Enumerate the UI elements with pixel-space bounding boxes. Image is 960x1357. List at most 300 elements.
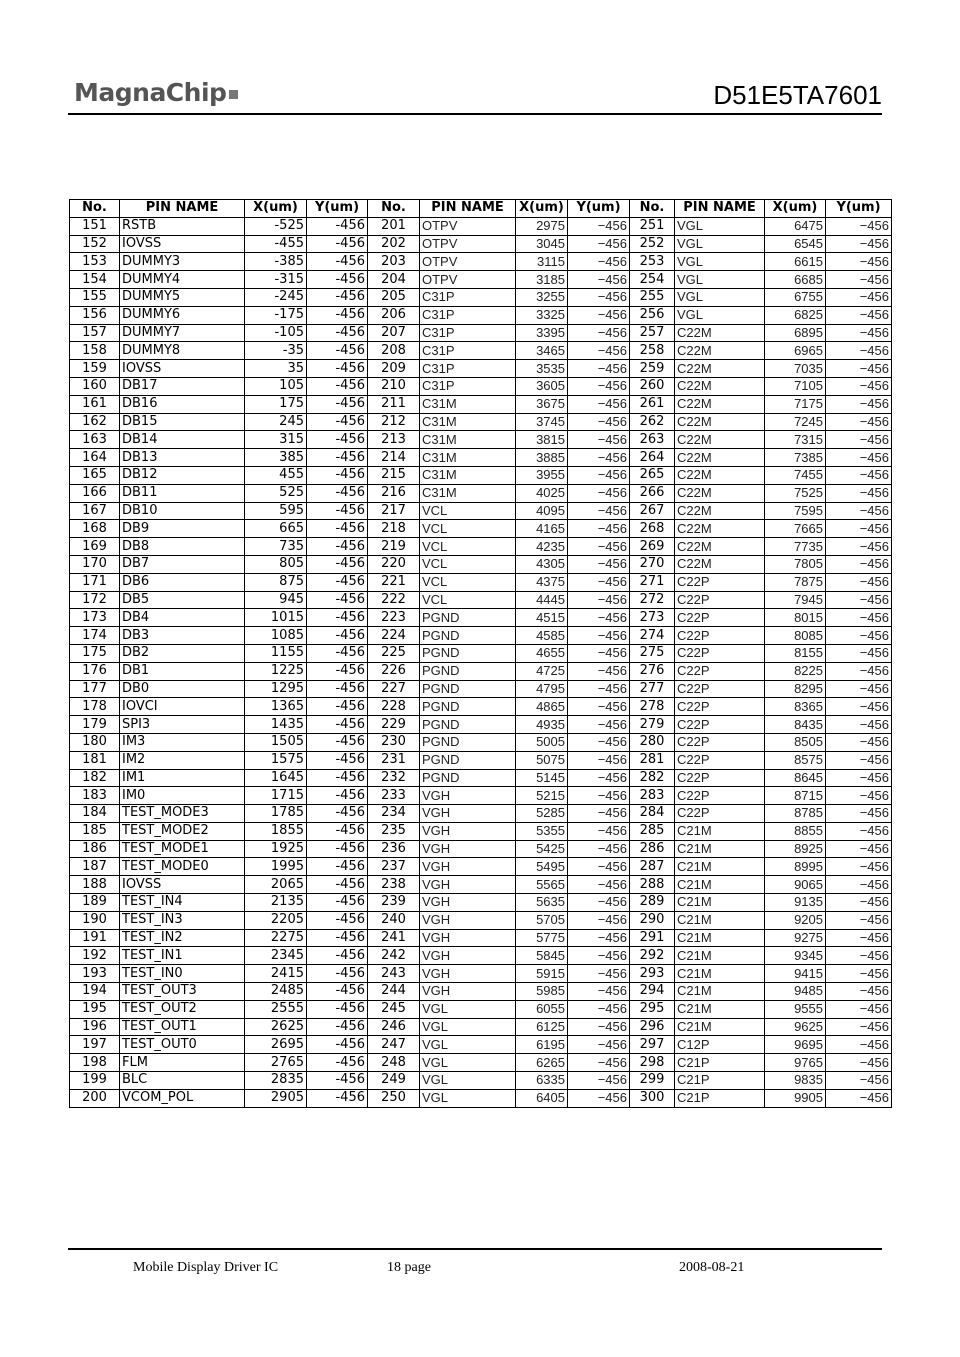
table-cell: 208 xyxy=(368,342,420,360)
table-cell: 2275 xyxy=(245,929,307,947)
table-cell: 245 xyxy=(245,413,307,431)
table-cell: 167 xyxy=(70,502,120,520)
table-cell: 181 xyxy=(70,751,120,769)
table-cell: 176 xyxy=(70,662,120,680)
table-cell: 105 xyxy=(245,377,307,395)
table-cell: 166 xyxy=(70,484,120,502)
table-cell: 152 xyxy=(70,235,120,253)
table-cell: -105 xyxy=(245,324,307,342)
table-cell: 204 xyxy=(368,271,420,289)
table-cell: 3745 xyxy=(516,413,568,431)
table-cell: -385 xyxy=(245,253,307,271)
table-cell: −456 xyxy=(568,929,630,947)
table-cell: 1715 xyxy=(245,787,307,805)
table-cell: 945 xyxy=(245,591,307,609)
table-cell: 268 xyxy=(630,520,675,538)
table-cell: 4865 xyxy=(516,698,568,716)
table-cell: 300 xyxy=(630,1089,675,1107)
table-cell: 3535 xyxy=(516,360,568,378)
table-cell: −456 xyxy=(568,271,630,289)
table-cell: 8505 xyxy=(765,733,826,751)
table-cell: 259 xyxy=(630,360,675,378)
table-cell: 385 xyxy=(245,449,307,467)
table-cell: −456 xyxy=(826,876,892,894)
table-cell: C12P xyxy=(675,1036,765,1054)
table-cell: 299 xyxy=(630,1072,675,1090)
table-cell: 192 xyxy=(70,947,120,965)
table-cell: TEST_IN2 xyxy=(120,929,245,947)
table-cell: VCL xyxy=(420,520,516,538)
table-cell: C21M xyxy=(675,822,765,840)
table-cell: PGND xyxy=(420,680,516,698)
table-cell: −456 xyxy=(568,983,630,1001)
table-cell: 242 xyxy=(368,947,420,965)
table-cell: -456 xyxy=(307,253,368,271)
table-cell: −456 xyxy=(826,466,892,484)
table-row xyxy=(70,1089,892,1107)
table-row xyxy=(70,733,892,751)
table-cell: 233 xyxy=(368,787,420,805)
table-cell: −456 xyxy=(568,911,630,929)
table-cell: C22M xyxy=(675,431,765,449)
table-cell: 5705 xyxy=(516,911,568,929)
table-cell: VGL xyxy=(420,1054,516,1072)
table-cell: -456 xyxy=(307,965,368,983)
table-cell: −456 xyxy=(826,840,892,858)
table-cell: VGL xyxy=(675,288,765,306)
table-cell: C21M xyxy=(675,876,765,894)
table-cell: -456 xyxy=(307,1054,368,1072)
table-cell: -456 xyxy=(307,395,368,413)
table-cell: 6545 xyxy=(765,235,826,253)
table-cell: VGL xyxy=(675,271,765,289)
table-cell: 165 xyxy=(70,466,120,484)
table-cell: -456 xyxy=(307,288,368,306)
table-cell: −456 xyxy=(568,680,630,698)
table-cell: SPI3 xyxy=(120,716,245,734)
table-cell: 6965 xyxy=(765,342,826,360)
table-cell: 1295 xyxy=(245,680,307,698)
table-cell: 265 xyxy=(630,466,675,484)
table-cell: 278 xyxy=(630,698,675,716)
table-cell: 8295 xyxy=(765,680,826,698)
table-cell: 7525 xyxy=(765,484,826,502)
table-cell: C22M xyxy=(675,413,765,431)
table-cell: C21M xyxy=(675,858,765,876)
table-cell: TEST_OUT2 xyxy=(120,1000,245,1018)
table-cell: TEST_OUT1 xyxy=(120,1018,245,1036)
table-cell: −456 xyxy=(826,235,892,253)
table-cell: C21M xyxy=(675,983,765,1001)
table-cell: 1995 xyxy=(245,858,307,876)
table-row xyxy=(70,627,892,645)
table-row xyxy=(70,1018,892,1036)
table-cell: 250 xyxy=(368,1089,420,1107)
table-cell: 3465 xyxy=(516,342,568,360)
table-cell: 264 xyxy=(630,449,675,467)
table-cell: −456 xyxy=(568,573,630,591)
table-cell: 292 xyxy=(630,947,675,965)
table-cell: C21P xyxy=(675,1089,765,1107)
table-cell: 2205 xyxy=(245,911,307,929)
table-cell: 4235 xyxy=(516,538,568,556)
table-cell: 1085 xyxy=(245,627,307,645)
table-cell: 212 xyxy=(368,413,420,431)
table-cell: 8715 xyxy=(765,787,826,805)
table-cell: VCL xyxy=(420,502,516,520)
table-cell: C21M xyxy=(675,965,765,983)
table-cell: −456 xyxy=(826,1000,892,1018)
table-cell: C21M xyxy=(675,894,765,912)
table-cell: -456 xyxy=(307,1000,368,1018)
table-row xyxy=(70,1036,892,1054)
table-cell: −456 xyxy=(568,876,630,894)
table-cell: 2625 xyxy=(245,1018,307,1036)
table-cell: DB0 xyxy=(120,680,245,698)
table-cell: 9485 xyxy=(765,983,826,1001)
table-cell: 7595 xyxy=(765,502,826,520)
table-cell: 7105 xyxy=(765,377,826,395)
table-cell: IOVCI xyxy=(120,698,245,716)
table-cell: 1225 xyxy=(245,662,307,680)
table-cell: −456 xyxy=(826,360,892,378)
table-row xyxy=(70,573,892,591)
table-cell: TEST_IN3 xyxy=(120,911,245,929)
table-cell: VGH xyxy=(420,876,516,894)
table-cell: OTPV xyxy=(420,253,516,271)
table-cell: -456 xyxy=(307,431,368,449)
table-cell: VCOM_POL xyxy=(120,1089,245,1107)
table-cell: C22M xyxy=(675,360,765,378)
table-cell: -456 xyxy=(307,627,368,645)
table-cell: 4725 xyxy=(516,662,568,680)
table-cell: C22P xyxy=(675,787,765,805)
table-cell: 189 xyxy=(70,894,120,912)
table-row xyxy=(70,449,892,467)
table-cell: −456 xyxy=(568,947,630,965)
table-cell: 35 xyxy=(245,360,307,378)
column-header: X(um) xyxy=(245,200,307,218)
table-cell: 2835 xyxy=(245,1072,307,1090)
table-cell: -456 xyxy=(307,769,368,787)
table-cell: 4445 xyxy=(516,591,568,609)
table-row xyxy=(70,965,892,983)
table-cell: 160 xyxy=(70,377,120,395)
table-cell: −456 xyxy=(826,395,892,413)
table-cell: C22M xyxy=(675,555,765,573)
table-cell: −456 xyxy=(826,609,892,627)
table-cell: VGL xyxy=(675,306,765,324)
table-cell: 5565 xyxy=(516,876,568,894)
table-cell: C21M xyxy=(675,1018,765,1036)
table-cell: C22P xyxy=(675,698,765,716)
table-cell: C22P xyxy=(675,733,765,751)
table-cell: 216 xyxy=(368,484,420,502)
table-cell: VCL xyxy=(420,573,516,591)
table-cell: −456 xyxy=(568,965,630,983)
table-cell: 805 xyxy=(245,555,307,573)
table-cell: 220 xyxy=(368,555,420,573)
table-cell: 3815 xyxy=(516,431,568,449)
table-cell: 315 xyxy=(245,431,307,449)
table-cell: 196 xyxy=(70,1018,120,1036)
table-cell: DB10 xyxy=(120,502,245,520)
table-cell: 272 xyxy=(630,591,675,609)
table-cell: 271 xyxy=(630,573,675,591)
table-cell: C22M xyxy=(675,342,765,360)
table-cell: −456 xyxy=(826,520,892,538)
table-cell: 171 xyxy=(70,573,120,591)
table-cell: −456 xyxy=(826,538,892,556)
footer-date: 2008-08-21 xyxy=(679,1260,745,1275)
table-cell: -35 xyxy=(245,342,307,360)
table-cell: 6615 xyxy=(765,253,826,271)
table-cell: −456 xyxy=(568,769,630,787)
table-cell: 209 xyxy=(368,360,420,378)
table-cell: 1435 xyxy=(245,716,307,734)
table-row xyxy=(70,395,892,413)
table-cell: C22P xyxy=(675,644,765,662)
table-row xyxy=(70,929,892,947)
table-cell: 296 xyxy=(630,1018,675,1036)
table-cell: VGH xyxy=(420,787,516,805)
table-cell: 174 xyxy=(70,627,120,645)
table-cell: 175 xyxy=(245,395,307,413)
table-cell: IM1 xyxy=(120,769,245,787)
table-cell: −456 xyxy=(826,894,892,912)
table-cell: −456 xyxy=(826,1018,892,1036)
table-cell: 290 xyxy=(630,911,675,929)
table-cell: 3255 xyxy=(516,288,568,306)
table-cell: -456 xyxy=(307,324,368,342)
table-cell: −456 xyxy=(826,627,892,645)
table-cell: 219 xyxy=(368,538,420,556)
table-cell: C22P xyxy=(675,591,765,609)
table-row xyxy=(70,769,892,787)
table-cell: 9065 xyxy=(765,876,826,894)
table-cell: C22P xyxy=(675,662,765,680)
table-cell: C22P xyxy=(675,751,765,769)
table-cell: C22P xyxy=(675,609,765,627)
table-row xyxy=(70,894,892,912)
table-cell: -456 xyxy=(307,644,368,662)
table-cell: −456 xyxy=(568,413,630,431)
table-cell: C31M xyxy=(420,449,516,467)
table-cell: C31P xyxy=(420,342,516,360)
table-cell: VGL xyxy=(420,1089,516,1107)
table-cell: 188 xyxy=(70,876,120,894)
table-row xyxy=(70,555,892,573)
table-cell: 3395 xyxy=(516,324,568,342)
table-cell: 235 xyxy=(368,822,420,840)
table-cell: DUMMY4 xyxy=(120,271,245,289)
table-cell: 162 xyxy=(70,413,120,431)
table-cell: −456 xyxy=(568,484,630,502)
table-cell: −456 xyxy=(826,1072,892,1090)
footer-page: 18 page xyxy=(387,1260,431,1275)
table-cell: −456 xyxy=(826,573,892,591)
table-cell: DB8 xyxy=(120,538,245,556)
table-cell: 8365 xyxy=(765,698,826,716)
table-cell: −456 xyxy=(568,395,630,413)
table-cell: 5985 xyxy=(516,983,568,1001)
table-cell: −456 xyxy=(826,858,892,876)
table-cell: 270 xyxy=(630,555,675,573)
table-cell: TEST_IN4 xyxy=(120,894,245,912)
table-cell: 8155 xyxy=(765,644,826,662)
table-cell: DB1 xyxy=(120,662,245,680)
table-cell: VGL xyxy=(420,1018,516,1036)
table-cell: 6755 xyxy=(765,288,826,306)
table-cell: −456 xyxy=(568,342,630,360)
table-cell: 244 xyxy=(368,983,420,1001)
table-body xyxy=(70,217,892,1107)
table-cell: −456 xyxy=(568,377,630,395)
table-cell: -525 xyxy=(245,217,307,235)
table-cell: 4935 xyxy=(516,716,568,734)
table-cell: 5355 xyxy=(516,822,568,840)
table-cell: 159 xyxy=(70,360,120,378)
column-header: No. xyxy=(70,200,120,218)
table-cell: 281 xyxy=(630,751,675,769)
table-cell: 6195 xyxy=(516,1036,568,1054)
table-cell: -456 xyxy=(307,662,368,680)
table-cell: 8015 xyxy=(765,609,826,627)
table-cell: 875 xyxy=(245,573,307,591)
table-cell: 224 xyxy=(368,627,420,645)
table-cell: DB15 xyxy=(120,413,245,431)
table-cell: C21M xyxy=(675,911,765,929)
table-cell: 275 xyxy=(630,644,675,662)
table-cell: 8225 xyxy=(765,662,826,680)
table-cell: C31M xyxy=(420,484,516,502)
table-cell: C31M xyxy=(420,413,516,431)
table-row xyxy=(70,1000,892,1018)
table-cell: 2345 xyxy=(245,947,307,965)
table-cell: OTPV xyxy=(420,217,516,235)
table-cell: −456 xyxy=(568,253,630,271)
table-cell: −456 xyxy=(568,1018,630,1036)
table-cell: DB16 xyxy=(120,395,245,413)
table-cell: C22M xyxy=(675,449,765,467)
table-cell: 226 xyxy=(368,662,420,680)
table-cell: C22M xyxy=(675,466,765,484)
table-cell: 9205 xyxy=(765,911,826,929)
table-cell: C21M xyxy=(675,840,765,858)
table-cell: 251 xyxy=(630,217,675,235)
table-cell: 172 xyxy=(70,591,120,609)
table-cell: PGND xyxy=(420,644,516,662)
table-cell: 525 xyxy=(245,484,307,502)
table-cell: -456 xyxy=(307,840,368,858)
table-cell: −456 xyxy=(826,253,892,271)
table-cell: 228 xyxy=(368,698,420,716)
table-cell: −456 xyxy=(568,894,630,912)
table-cell: C22P xyxy=(675,680,765,698)
table-cell: −456 xyxy=(826,787,892,805)
table-cell: 231 xyxy=(368,751,420,769)
table-cell: −456 xyxy=(826,288,892,306)
table-cell: 240 xyxy=(368,911,420,929)
table-cell: VCL xyxy=(420,555,516,573)
table-cell: C22M xyxy=(675,377,765,395)
table-cell: −456 xyxy=(826,965,892,983)
table-cell: −456 xyxy=(826,324,892,342)
table-cell: 2765 xyxy=(245,1054,307,1072)
table-cell: 5635 xyxy=(516,894,568,912)
table-row xyxy=(70,217,892,235)
table-cell: 8085 xyxy=(765,627,826,645)
table-cell: −456 xyxy=(568,840,630,858)
table-cell: 229 xyxy=(368,716,420,734)
table-cell: 255 xyxy=(630,288,675,306)
table-cell: −456 xyxy=(568,609,630,627)
table-cell: DB14 xyxy=(120,431,245,449)
table-cell: DB2 xyxy=(120,644,245,662)
table-cell: 3675 xyxy=(516,395,568,413)
column-header: No. xyxy=(368,200,420,218)
table-row xyxy=(70,644,892,662)
table-cell: 735 xyxy=(245,538,307,556)
table-cell: −456 xyxy=(826,644,892,662)
table-cell: −456 xyxy=(826,822,892,840)
table-cell: −456 xyxy=(826,983,892,1001)
table-cell: 236 xyxy=(368,840,420,858)
column-header: PIN NAME xyxy=(675,200,765,218)
table-cell: 170 xyxy=(70,555,120,573)
table-cell: 232 xyxy=(368,769,420,787)
table-cell: 202 xyxy=(368,235,420,253)
table-cell: −456 xyxy=(826,306,892,324)
table-cell: DB17 xyxy=(120,377,245,395)
table-cell: 4375 xyxy=(516,573,568,591)
table-cell: 194 xyxy=(70,983,120,1001)
table-cell: 3045 xyxy=(516,235,568,253)
table-cell: −456 xyxy=(826,698,892,716)
table-cell: −456 xyxy=(826,377,892,395)
table-cell: 237 xyxy=(368,858,420,876)
table-cell: 2975 xyxy=(516,217,568,235)
table-cell: 217 xyxy=(368,502,420,520)
table-cell: 7245 xyxy=(765,413,826,431)
table-cell: 2695 xyxy=(245,1036,307,1054)
table-cell: -456 xyxy=(307,983,368,1001)
table-cell: −456 xyxy=(568,1054,630,1072)
table-cell: 221 xyxy=(368,573,420,591)
table-cell: −456 xyxy=(568,288,630,306)
table-cell: VGL xyxy=(675,253,765,271)
table-cell: −456 xyxy=(568,466,630,484)
table-row xyxy=(70,235,892,253)
table-cell: 230 xyxy=(368,733,420,751)
table-cell: 261 xyxy=(630,395,675,413)
table-cell: 4095 xyxy=(516,502,568,520)
table-cell: C21P xyxy=(675,1072,765,1090)
table-cell: −456 xyxy=(826,271,892,289)
table-cell: 288 xyxy=(630,876,675,894)
table-cell: 3325 xyxy=(516,306,568,324)
table-cell: DB3 xyxy=(120,627,245,645)
table-cell: −456 xyxy=(568,591,630,609)
table-cell: 276 xyxy=(630,662,675,680)
table-cell: 193 xyxy=(70,965,120,983)
table-cell: 218 xyxy=(368,520,420,538)
table-cell: −456 xyxy=(826,342,892,360)
table-row xyxy=(70,662,892,680)
table-cell: −456 xyxy=(568,644,630,662)
table-cell: 3955 xyxy=(516,466,568,484)
table-cell: 9905 xyxy=(765,1089,826,1107)
